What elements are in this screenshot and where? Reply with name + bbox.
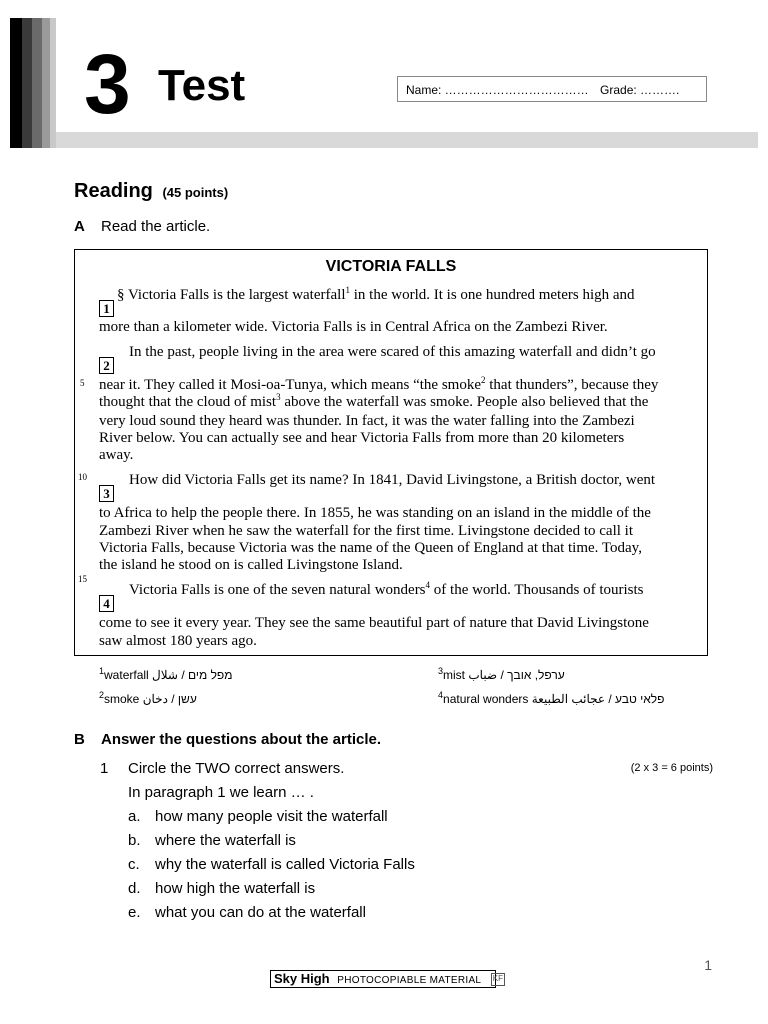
answer-option[interactable]: how high the waterfall is — [155, 880, 316, 897]
line-number: 10 — [78, 472, 87, 482]
glossary-item: $^2$smoke עשן / دخان — [99, 690, 197, 706]
paragraph-number-box: 2 — [99, 357, 114, 374]
question-stem: In paragraph 1 we learn … . — [128, 784, 314, 801]
section-title-text: Reading — [74, 180, 153, 202]
footer-brand: Sky High — [274, 971, 330, 986]
header-stripe — [32, 18, 42, 148]
article-line: River below. You can actually see and hear Victoria Falls from more than 20 kilometers — [99, 430, 625, 446]
glossary-item: $^4$natural wonders פלאי טבע / عجائب الطبيعة — [438, 690, 665, 706]
question-points: (2 x 3 = 6 points) — [630, 762, 713, 774]
header-stripe — [10, 18, 22, 148]
article-line: very loud sound they heard was thunder. In fact, it was the water falling into the Zambezi — [99, 413, 635, 429]
line-number: 15 — [78, 574, 87, 584]
question-number: 1 — [100, 760, 109, 777]
question-instruction: Circle the TWO correct answers. — [128, 760, 345, 777]
answer-option[interactable]: how many people visit the waterfall — [155, 808, 388, 825]
article-line: In the past, people living in the area were scared of this amazing waterfall and didn’t go — [129, 344, 656, 360]
line-number: 5 — [80, 378, 85, 388]
article-line: the island he stood on is called Livingstone Island. — [99, 557, 403, 573]
answer-option[interactable]: what you can do at the waterfall — [155, 904, 366, 921]
publisher-logo-icon: KF — [491, 973, 505, 986]
article-title: VICTORIA FALLS — [325, 258, 457, 275]
option-letter: a. — [128, 808, 141, 825]
grade-field[interactable]: Grade: ………. — [600, 83, 680, 97]
section-title — [74, 180, 228, 203]
article-line: more than a kilometer wide. Victoria Falls is in Central Africa on the Zambezi River. — [99, 319, 608, 335]
answer-option[interactable]: why the waterfall is called Victoria Falls — [155, 856, 415, 873]
page-title: Test — [158, 61, 246, 110]
article-line: § Victoria Falls is the largest waterfall$^1$ in the world. It is one hundred meters high and — [117, 285, 635, 303]
footer-box — [270, 970, 504, 988]
article-box — [74, 249, 708, 656]
article-line: come to see it every year. They see the same beautiful part of nature that David Livingstone — [99, 615, 649, 631]
page-number: 1 — [704, 957, 712, 973]
article-line: away. — [99, 447, 134, 463]
header-bar — [56, 132, 758, 148]
paragraph-number-box: 1 — [99, 300, 114, 317]
part-b-letter: B — [74, 731, 85, 748]
article-line: How did Victoria Falls get its name? In 1841, David Livingstone, a British doctor, went — [129, 472, 656, 488]
article-line: thought that the cloud of mist$^3$ above the waterfall was smoke. People also believed that the — [99, 392, 649, 410]
header-stripe — [50, 18, 56, 148]
header-stripe — [42, 18, 50, 148]
name-grade-box[interactable] — [397, 76, 707, 102]
paragraph-number-box: 3 — [99, 485, 114, 502]
footer-subtitle: PHOTOCOPIABLE MATERIAL — [337, 975, 482, 986]
glossary-item: $^1$waterfall מפל מים / شلال — [99, 666, 233, 682]
unit-number: 3 — [84, 37, 131, 131]
option-letter: b. — [128, 832, 141, 849]
part-a-letter: A — [74, 218, 85, 235]
option-letter: e. — [128, 904, 141, 921]
part-a-instruction: Read the article. — [101, 218, 211, 235]
option-letter: d. — [128, 880, 141, 897]
article-line: Zambezi River when he saw the waterfall for the first time. Livingstone decided to call it — [99, 523, 633, 539]
article-line: near it. They called it Mosi-oa-Tunya, which means “the smoke$^2$ that thunders”, because they — [99, 375, 659, 393]
article-line: saw almost 180 years ago. — [99, 633, 257, 649]
article-line: Victoria Falls is one of the seven natural wonders$^4$ of the world. Thousands of tourists — [129, 580, 644, 598]
part-b-instruction: Answer the questions about the article. — [101, 731, 382, 748]
name-field[interactable]: Name: ……………………………… — [406, 83, 589, 97]
article-line: to Africa to help the people there. In 1855, he was standing on an island in the middle of the — [99, 505, 651, 521]
answer-option[interactable]: where the waterfall is — [155, 832, 296, 849]
section-points: (45 points) — [162, 185, 229, 200]
paragraph-number-box: 4 — [99, 595, 114, 612]
glossary-item: $^3$mist ערפל, אובך / ضباب — [438, 666, 565, 682]
header-stripe — [22, 18, 32, 148]
article-line: Victoria Falls, because Victoria was the name of the Queen of England at that time. Today, — [99, 540, 642, 556]
option-letter: c. — [128, 856, 140, 873]
